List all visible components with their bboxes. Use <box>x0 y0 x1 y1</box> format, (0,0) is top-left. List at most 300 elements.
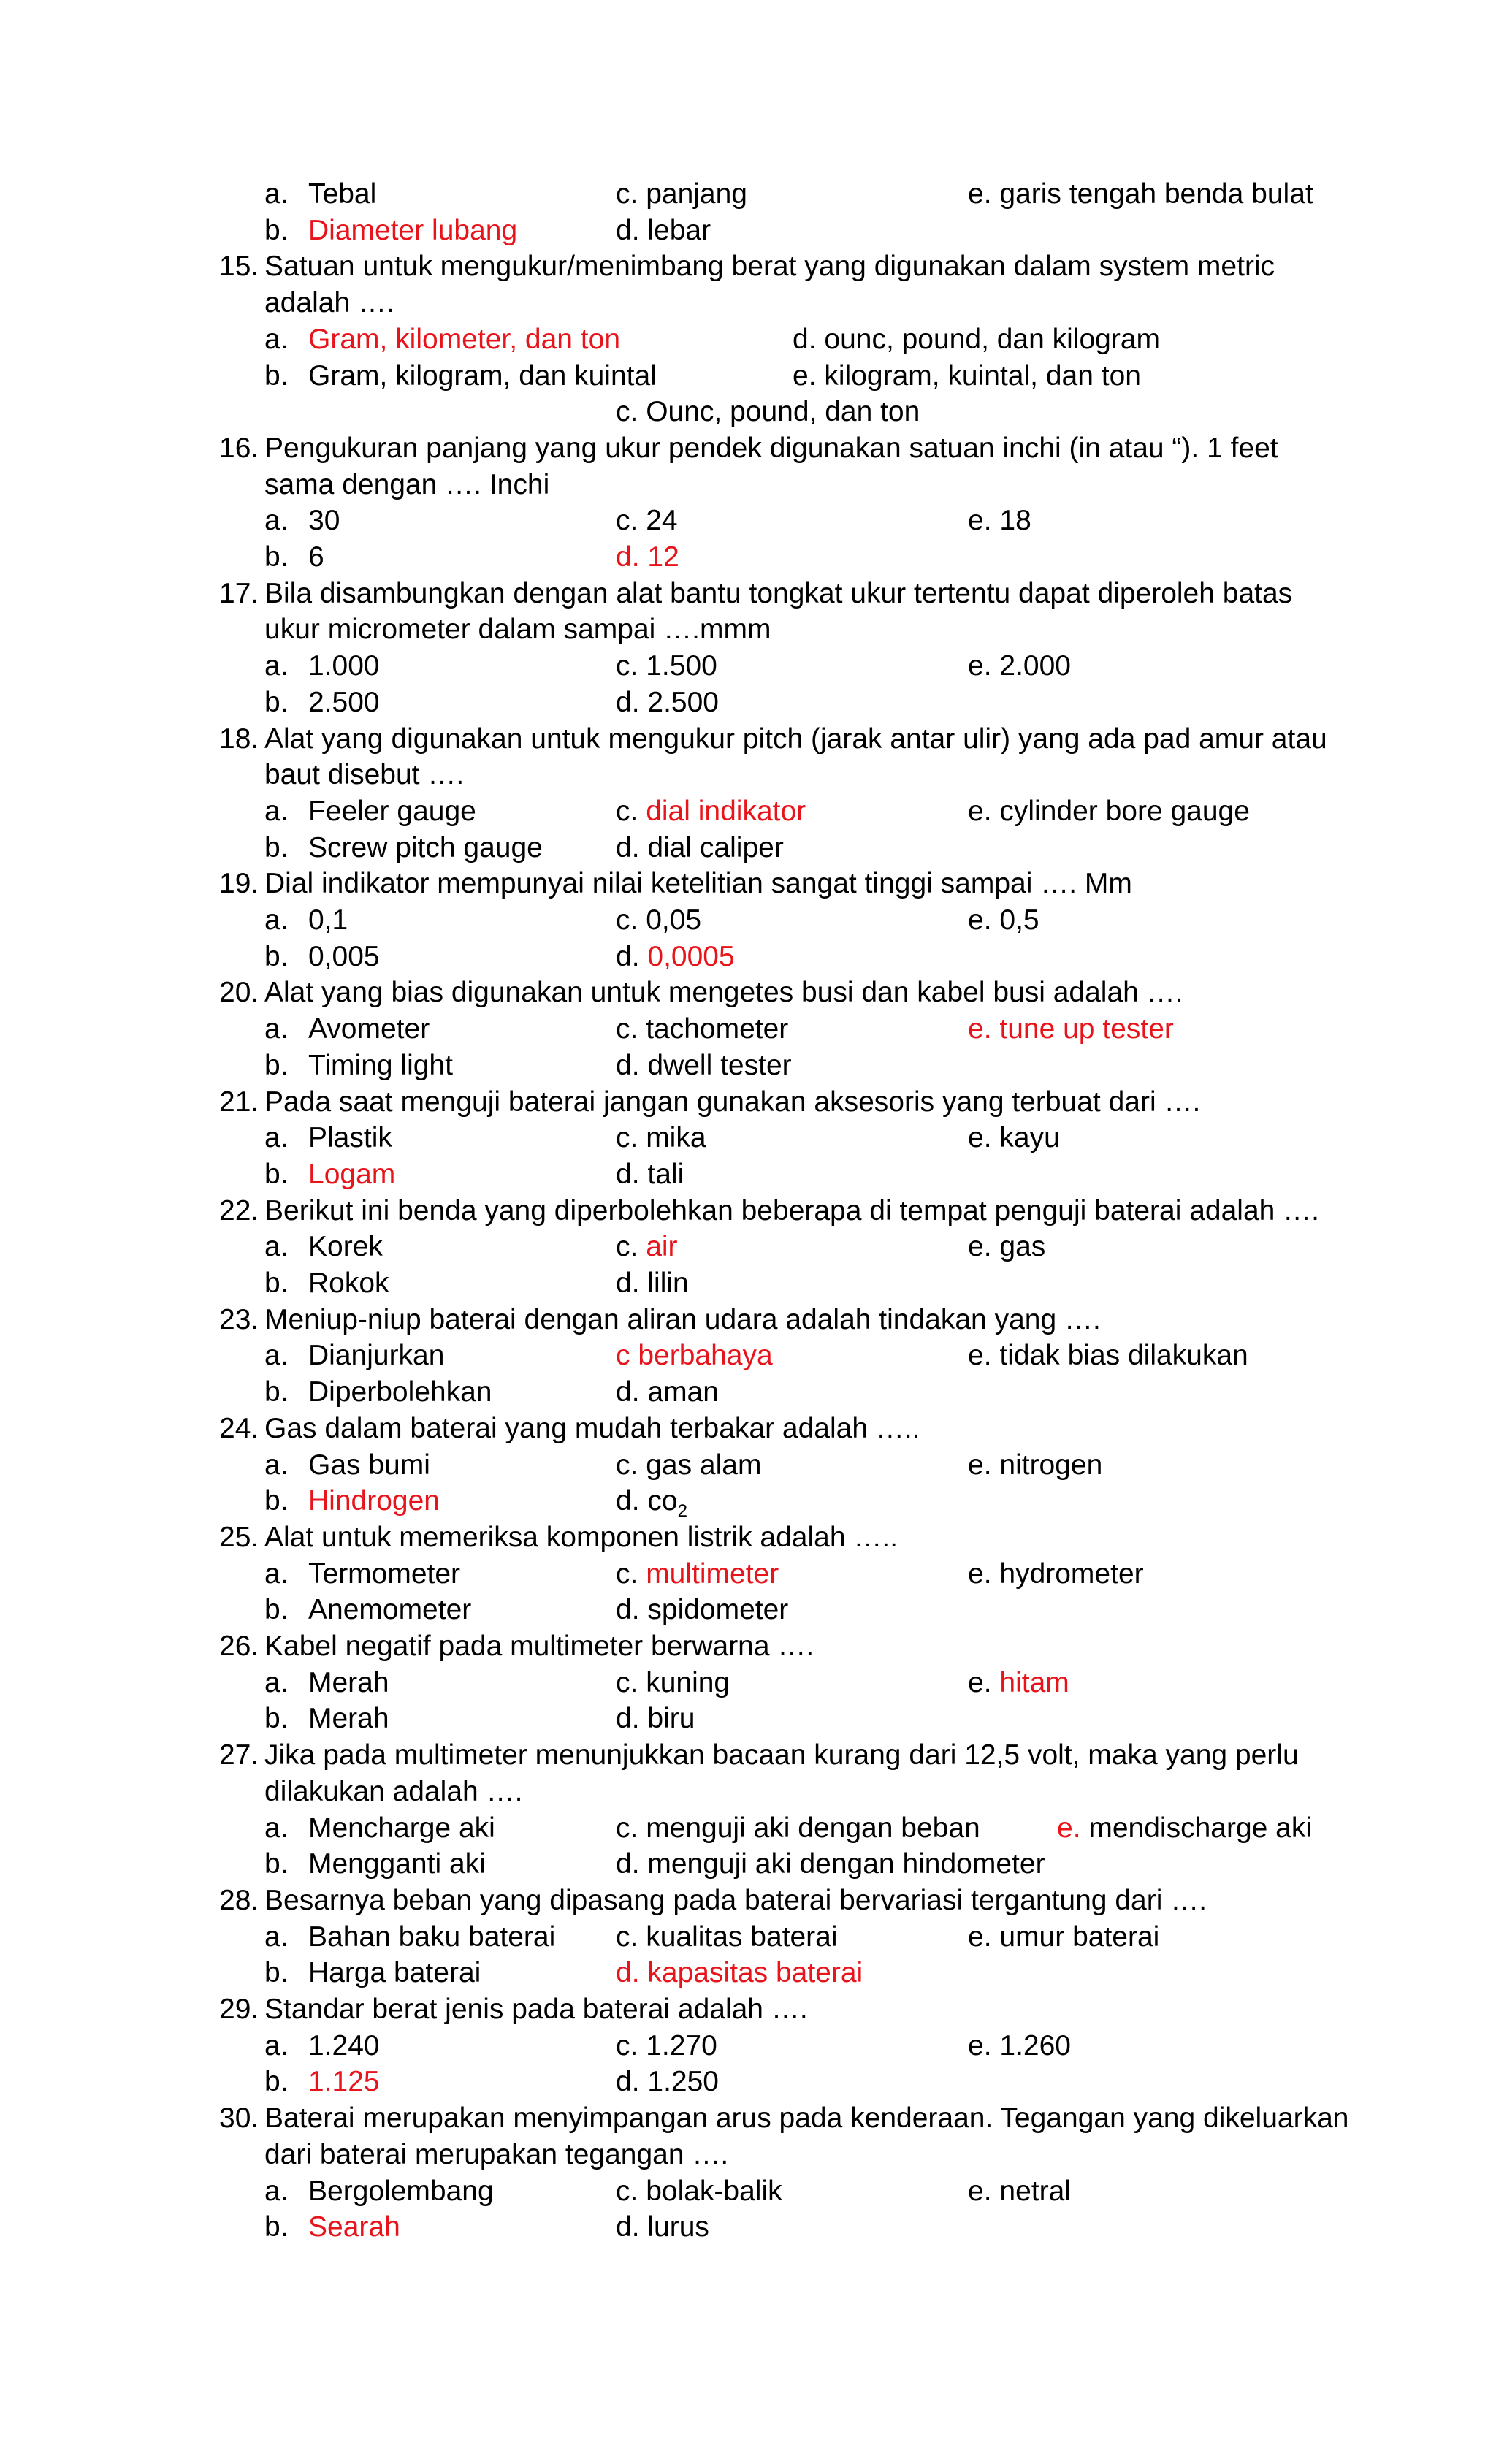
text-line <box>0 1955 1496 1991</box>
option-text: tali <box>647 1158 684 1190</box>
option-letter: c. <box>616 1013 638 1045</box>
option-text: hydrometer <box>999 1557 1144 1590</box>
option-letter: a. <box>264 1921 289 1953</box>
question-text-continued: ukur micrometer dalam sampai ….mmm <box>264 614 771 646</box>
answer-option-correct <box>264 2064 380 2100</box>
option-letter: c. <box>616 650 638 682</box>
option-letter: d. <box>616 214 640 246</box>
answer-option <box>968 648 1071 684</box>
option-text: Ounc, pound, dan ton <box>646 396 920 428</box>
option-text: lurus <box>647 2211 709 2243</box>
option-letter: b. <box>264 359 289 392</box>
answer-option <box>264 1665 389 1701</box>
answer-option <box>264 2173 494 2210</box>
option-text: Bergolembang <box>308 2175 494 2207</box>
question-number: 16. <box>219 432 259 464</box>
text-line <box>0 176 1496 213</box>
text-line <box>0 1302 1496 1338</box>
option-letter: a. <box>264 2029 289 2061</box>
option-text: Merah <box>308 1666 389 1698</box>
option-text: gas alam <box>646 1449 762 1481</box>
text-line <box>0 1120 1496 1156</box>
answer-option <box>616 2209 709 2246</box>
question-number: 20. <box>219 977 259 1009</box>
answer-option-correct <box>616 793 806 830</box>
text-line <box>0 1991 1496 2028</box>
text-line <box>0 974 1496 1011</box>
text-line <box>0 1919 1496 1956</box>
answer-option-correct <box>264 213 517 249</box>
answer-option <box>264 648 380 684</box>
answer-option <box>264 1701 389 1737</box>
option-letter: c. <box>616 904 638 936</box>
answer-option <box>264 684 380 721</box>
option-letter: a. <box>264 650 289 682</box>
text-line <box>0 2209 1496 2246</box>
option-text: kuning <box>646 1666 730 1698</box>
answer-option <box>264 503 340 539</box>
option-letter: c. <box>616 1812 638 1844</box>
question-text-continued: sama dengan …. Inchi <box>264 468 550 500</box>
option-text: Gram, kilometer, dan ton <box>308 323 621 355</box>
question-number: 30. <box>219 2102 259 2135</box>
answer-option-correct <box>968 1011 1174 1048</box>
text-line <box>0 358 1496 394</box>
option-text: lebar <box>647 214 711 246</box>
answer-option <box>616 1592 788 1628</box>
option-letter: d. <box>793 323 817 355</box>
option-letter: a. <box>264 323 289 355</box>
question-number: 28. <box>219 1884 259 1916</box>
option-text: Hindrogen <box>308 1485 440 1517</box>
answer-option <box>616 1846 1045 1883</box>
question-text: Jika pada multimeter menunjukkan bacaan kurang dari 12,5 volt, maka yang perlu <box>264 1739 1299 1771</box>
text-line <box>0 830 1496 866</box>
option-letter: e. <box>968 505 992 537</box>
text-line <box>0 1592 1496 1628</box>
question-text: Pada saat menguji baterai jangan gunakan aksesoris yang terbuat dari …. <box>264 1086 1201 1118</box>
option-letter: e. <box>968 1340 992 1372</box>
option-text: Rokok <box>308 1267 389 1299</box>
text-line <box>0 2100 1496 2137</box>
answer-option <box>968 1120 1060 1156</box>
option-text: air <box>646 1231 678 1263</box>
text-line <box>0 2173 1496 2210</box>
option-text: Termometer <box>308 1557 461 1590</box>
option-text: multimeter <box>646 1557 779 1590</box>
answer-option <box>616 1120 706 1156</box>
answer-option <box>616 1447 761 1484</box>
option-text: bolak-balik <box>646 2175 782 2207</box>
answer-option <box>616 2173 782 2210</box>
option-text: 2.500 <box>308 686 380 718</box>
option-letter: d. <box>616 1485 640 1517</box>
text-line <box>0 1338 1496 1374</box>
option-text: Diameter lubang <box>308 214 518 246</box>
answer-option <box>264 1338 444 1374</box>
option-letter: a. <box>264 2175 289 2207</box>
option-letter: b. <box>264 214 289 246</box>
option-letter: a. <box>264 904 289 936</box>
text-line <box>0 248 1496 285</box>
question-text-continued: dilakukan adalah …. <box>264 1775 523 1807</box>
option-letter: c. <box>616 1449 638 1481</box>
option-text: tachometer <box>646 1013 789 1045</box>
option-text: 6 <box>308 541 324 573</box>
answer-option <box>264 830 543 866</box>
option-letter: a. <box>264 1812 289 1844</box>
option-letter: c. <box>616 505 638 537</box>
option-letter: d. <box>616 1376 640 1408</box>
option-letter: e. <box>1057 1812 1081 1844</box>
option-text: 1.500 <box>646 650 717 682</box>
text-line <box>0 939 1496 975</box>
answer-option <box>264 1265 389 1302</box>
option-letter: e. <box>793 359 817 392</box>
option-letter: b. <box>264 1158 289 1190</box>
text-line <box>0 430 1496 467</box>
answer-option <box>616 1048 792 1084</box>
option-letter: d. <box>616 1703 640 1735</box>
option-text: 2.500 <box>647 686 719 718</box>
option-letter: d. <box>616 2066 640 2098</box>
text-line <box>0 1411 1496 1447</box>
option-letter: e. <box>968 1666 992 1698</box>
question-text: Kabel negatif pada multimeter berwarna …. <box>264 1630 814 1662</box>
option-letter: e. <box>968 1921 992 1953</box>
text-line <box>0 576 1496 612</box>
option-text: Korek <box>308 1231 383 1263</box>
option-text: Feeler gauge <box>308 795 476 827</box>
option-letter: e. <box>968 2029 992 2061</box>
option-letter: b. <box>264 831 289 863</box>
answer-option-correct <box>264 1156 395 1193</box>
option-text: 0,1 <box>308 904 348 936</box>
text-line <box>0 1774 1496 1810</box>
answer-option <box>616 684 719 721</box>
option-text: dial caliper <box>647 831 784 863</box>
text-line <box>0 866 1496 902</box>
answer-option <box>616 1265 689 1302</box>
answer-option-correct <box>616 1955 863 1991</box>
answer-option <box>968 1556 1144 1593</box>
question-text: Bila disambungkan dengan alat bantu tongkat ukur tertentu dapat diperoleh batas <box>264 577 1293 609</box>
answer-option <box>616 1919 838 1956</box>
text-line <box>0 503 1496 539</box>
option-letter: b. <box>264 1267 289 1299</box>
option-text: panjang <box>646 178 747 210</box>
question-number: 27. <box>219 1739 259 1771</box>
answer-option <box>264 1447 430 1484</box>
text-line <box>0 757 1496 793</box>
option-letter: b. <box>264 2211 289 2243</box>
text-line <box>0 1883 1496 1919</box>
option-letter: d. <box>616 1848 640 1880</box>
answer-option <box>264 1048 453 1084</box>
answer-option <box>264 1556 460 1593</box>
option-letter: e. <box>968 2175 992 2207</box>
option-text: Harga baterai <box>308 1957 481 1989</box>
option-letter: b. <box>264 1049 289 1081</box>
option-text: spidometer <box>647 1594 789 1626</box>
answer-option-correct <box>616 1338 773 1374</box>
text-line <box>0 684 1496 721</box>
answer-option <box>264 1011 430 1048</box>
question-text: Besarnya beban yang dipasang pada baterai bervariasi tergantung dari …. <box>264 1884 1207 1916</box>
option-letter: b. <box>264 1376 289 1408</box>
answer-option <box>968 1229 1045 1265</box>
question-number: 15. <box>219 251 259 283</box>
option-text: Bahan baku baterai <box>308 1921 556 1953</box>
answer-option <box>264 1374 492 1411</box>
answer-option <box>968 503 1031 539</box>
answer-option-correct <box>616 539 679 576</box>
option-text: tidak bias dilakukan <box>999 1340 1248 1372</box>
question-number: 26. <box>219 1630 259 1662</box>
option-text: mika <box>646 1122 706 1154</box>
question-number: 21. <box>219 1086 259 1118</box>
option-text: Diperbolehkan <box>308 1376 492 1408</box>
option-text: menguji aki dengan beban <box>646 1812 980 1844</box>
option-letter: a. <box>264 1340 289 1372</box>
option-letter: b. <box>264 1703 289 1735</box>
option-text: 1.125 <box>308 2066 380 2098</box>
option-letter: e. <box>968 904 992 936</box>
option-text: tune up tester <box>999 1013 1174 1045</box>
option-text: cylinder bore gauge <box>999 795 1250 827</box>
answer-option <box>616 1156 684 1193</box>
option-text: Anemometer <box>308 1594 472 1626</box>
option-letter: c. <box>616 1666 638 1698</box>
option-letter: d. <box>616 831 640 863</box>
option-letter: d. <box>616 1049 640 1081</box>
option-letter: d. <box>616 1158 640 1190</box>
question-number: 18. <box>219 722 259 755</box>
question-number: 25. <box>219 1521 259 1553</box>
option-letter: a. <box>264 1557 289 1590</box>
text-line <box>0 321 1496 358</box>
answer-option <box>968 2173 1071 2210</box>
answer-option <box>616 830 784 866</box>
option-text: 1.260 <box>999 2029 1071 2061</box>
answer-option <box>264 1120 392 1156</box>
question-text: Dial indikator mempunyai nilai ketelitian sangat tinggi sampai …. Mm <box>264 868 1132 900</box>
text-line <box>0 2137 1496 2173</box>
text-line <box>0 902 1496 939</box>
option-letter: b. <box>264 1594 289 1626</box>
question-text: Baterai merupakan menyimpangan arus pada kenderaan. Tegangan yang dikeluarkan <box>264 2102 1349 2135</box>
option-letter: c <box>616 1340 630 1372</box>
text-line <box>0 648 1496 684</box>
option-text: Merah <box>308 1703 389 1735</box>
option-letter: e. <box>968 650 992 682</box>
option-text: biru <box>647 1703 695 1735</box>
option-letter: b. <box>264 1848 289 1880</box>
answer-option-correct <box>968 1665 1069 1701</box>
option-text: mendischarge aki <box>1088 1812 1313 1844</box>
answer-option <box>616 213 711 249</box>
option-text: Timing light <box>308 1049 453 1081</box>
option-text: 1.270 <box>646 2029 717 2061</box>
option-letter: b. <box>264 1957 289 1989</box>
question-text: Standar berat jenis pada baterai adalah …. <box>264 1994 808 2025</box>
answer-option <box>616 1374 719 1411</box>
option-letter: c. <box>616 2175 638 2207</box>
text-line <box>0 793 1496 830</box>
answer-option <box>968 2028 1071 2064</box>
answer-option <box>968 1338 1248 1374</box>
text-line <box>0 1737 1496 1774</box>
option-text: 0,5 <box>999 904 1039 936</box>
option-text: Gas bumi <box>308 1449 430 1481</box>
option-text: menguji aki dengan hindometer <box>647 1848 1045 1880</box>
option-text: 0,005 <box>308 940 380 972</box>
answer-option <box>616 176 747 213</box>
option-letter: a. <box>264 1449 289 1481</box>
option-letter: c. <box>616 2029 638 2061</box>
option-text: gas <box>999 1231 1046 1263</box>
answer-option-correct <box>616 1229 678 1265</box>
option-letter: b. <box>264 940 289 972</box>
option-letter: b. <box>264 686 289 718</box>
option-letter: a. <box>264 1666 289 1698</box>
text-line <box>0 1519 1496 1556</box>
option-text: hitam <box>999 1666 1069 1698</box>
answer-option <box>968 793 1250 830</box>
option-text: 2.000 <box>999 650 1071 682</box>
answer-option-correct <box>264 1483 440 1519</box>
answer-option <box>264 1229 383 1265</box>
text-line <box>0 2028 1496 2064</box>
option-text: dwell tester <box>647 1049 792 1081</box>
option-text: berbahaya <box>638 1340 773 1372</box>
option-text: kapasitas baterai <box>647 1957 863 1989</box>
text-line <box>0 394 1496 430</box>
option-text: 24 <box>646 505 678 537</box>
option-text: 1.250 <box>647 2066 719 2098</box>
question-text: Meniup-niup baterai dengan aliran udara adalah tindakan yang …. <box>264 1303 1101 1335</box>
text-line <box>0 1229 1496 1265</box>
option-letter: a. <box>264 1231 289 1263</box>
option-letter: b. <box>264 541 289 573</box>
text-line <box>0 285 1496 321</box>
text-line <box>0 1193 1496 1229</box>
option-letter: b. <box>264 2066 289 2098</box>
option-text: Logam <box>308 1158 396 1190</box>
text-line <box>0 1628 1496 1665</box>
answer-option <box>968 1447 1102 1484</box>
option-letter: c. <box>616 1921 638 1953</box>
answer-option <box>616 648 717 684</box>
option-letter: d. <box>616 1957 640 1989</box>
option-letter: c. <box>616 795 638 827</box>
text-line <box>0 1447 1496 1484</box>
option-text: nitrogen <box>999 1449 1103 1481</box>
question-text: Satuan untuk mengukur/menimbang berat yang digunakan dalam system metric <box>264 251 1275 283</box>
option-text: Tebal <box>308 178 377 210</box>
question-number: 24. <box>219 1412 259 1444</box>
text-line <box>0 1156 1496 1193</box>
text-line <box>0 1048 1496 1084</box>
answer-option <box>264 1846 486 1883</box>
option-letter: e. <box>968 795 992 827</box>
option-text: Plastik <box>308 1122 392 1154</box>
question-text: Berikut ini benda yang diperbolehkan beberapa di tempat penguji baterai adalah …. <box>264 1194 1320 1227</box>
option-text: kayu <box>999 1122 1060 1154</box>
option-letter: d. <box>616 686 640 718</box>
answer-option-correct <box>616 939 735 975</box>
option-letter: c. <box>616 1122 638 1154</box>
option-text: kualitas baterai <box>646 1921 838 1953</box>
option-text: netral <box>999 2175 1071 2207</box>
option-letter: a. <box>264 795 289 827</box>
question-text: Alat yang bias digunakan untuk mengetes busi dan kabel busi adalah …. <box>264 977 1183 1009</box>
answer-option-correct <box>264 2209 400 2246</box>
text-line <box>0 1084 1496 1121</box>
option-letter: c. <box>616 1231 638 1263</box>
option-text: 0,0005 <box>647 940 735 972</box>
option-text: 0,05 <box>646 904 702 936</box>
option-letter: d. <box>616 940 640 972</box>
question-number: 19. <box>219 868 259 900</box>
answer-option <box>1057 1810 1312 1847</box>
option-letter: e. <box>968 1013 992 1045</box>
answer-option <box>264 1955 481 1991</box>
option-text: garis tengah benda bulat <box>999 178 1313 210</box>
answer-option <box>616 394 920 430</box>
option-letter: c. <box>616 396 638 428</box>
question-text: Pengukuran panjang yang ukur pendek digunakan satuan inchi (in atau “). 1 feet <box>264 432 1278 464</box>
question-number: 17. <box>219 577 259 609</box>
option-text: co <box>647 1485 678 1517</box>
answer-option <box>616 1810 980 1847</box>
answer-option <box>616 1701 695 1737</box>
option-text: 1.000 <box>308 650 380 682</box>
option-text: dial indikator <box>646 795 806 827</box>
option-text: 18 <box>999 505 1031 537</box>
answer-option <box>616 2028 717 2064</box>
option-text: Mengganti aki <box>308 1848 486 1880</box>
option-letter: e. <box>968 1231 992 1263</box>
answer-option <box>264 2028 380 2064</box>
option-text: lilin <box>647 1267 689 1299</box>
text-line <box>0 1846 1496 1883</box>
question-text-continued: dari baterai merupakan tegangan …. <box>264 2138 729 2170</box>
question-text-continued: baut disebut …. <box>264 759 465 791</box>
option-letter: e. <box>968 1449 992 1481</box>
text-line <box>0 1701 1496 1737</box>
option-text: aman <box>647 1376 719 1408</box>
text-line <box>0 1483 1496 1519</box>
option-text: 1.240 <box>308 2029 380 2061</box>
option-letter: b. <box>264 1485 289 1517</box>
answer-option <box>968 176 1313 213</box>
answer-option <box>793 321 1160 358</box>
text-line <box>0 1556 1496 1593</box>
text-line <box>0 213 1496 249</box>
text-line <box>0 1374 1496 1411</box>
text-line <box>0 1810 1496 1847</box>
answer-option <box>264 939 380 975</box>
text-line <box>0 539 1496 576</box>
question-number: 22. <box>219 1194 259 1227</box>
option-letter: a. <box>264 1013 289 1045</box>
text-line <box>0 2064 1496 2100</box>
answer-option <box>616 1665 730 1701</box>
option-text: kilogram, kuintal, dan ton <box>824 359 1141 392</box>
option-letter: e. <box>968 1557 992 1590</box>
answer-option <box>616 503 678 539</box>
